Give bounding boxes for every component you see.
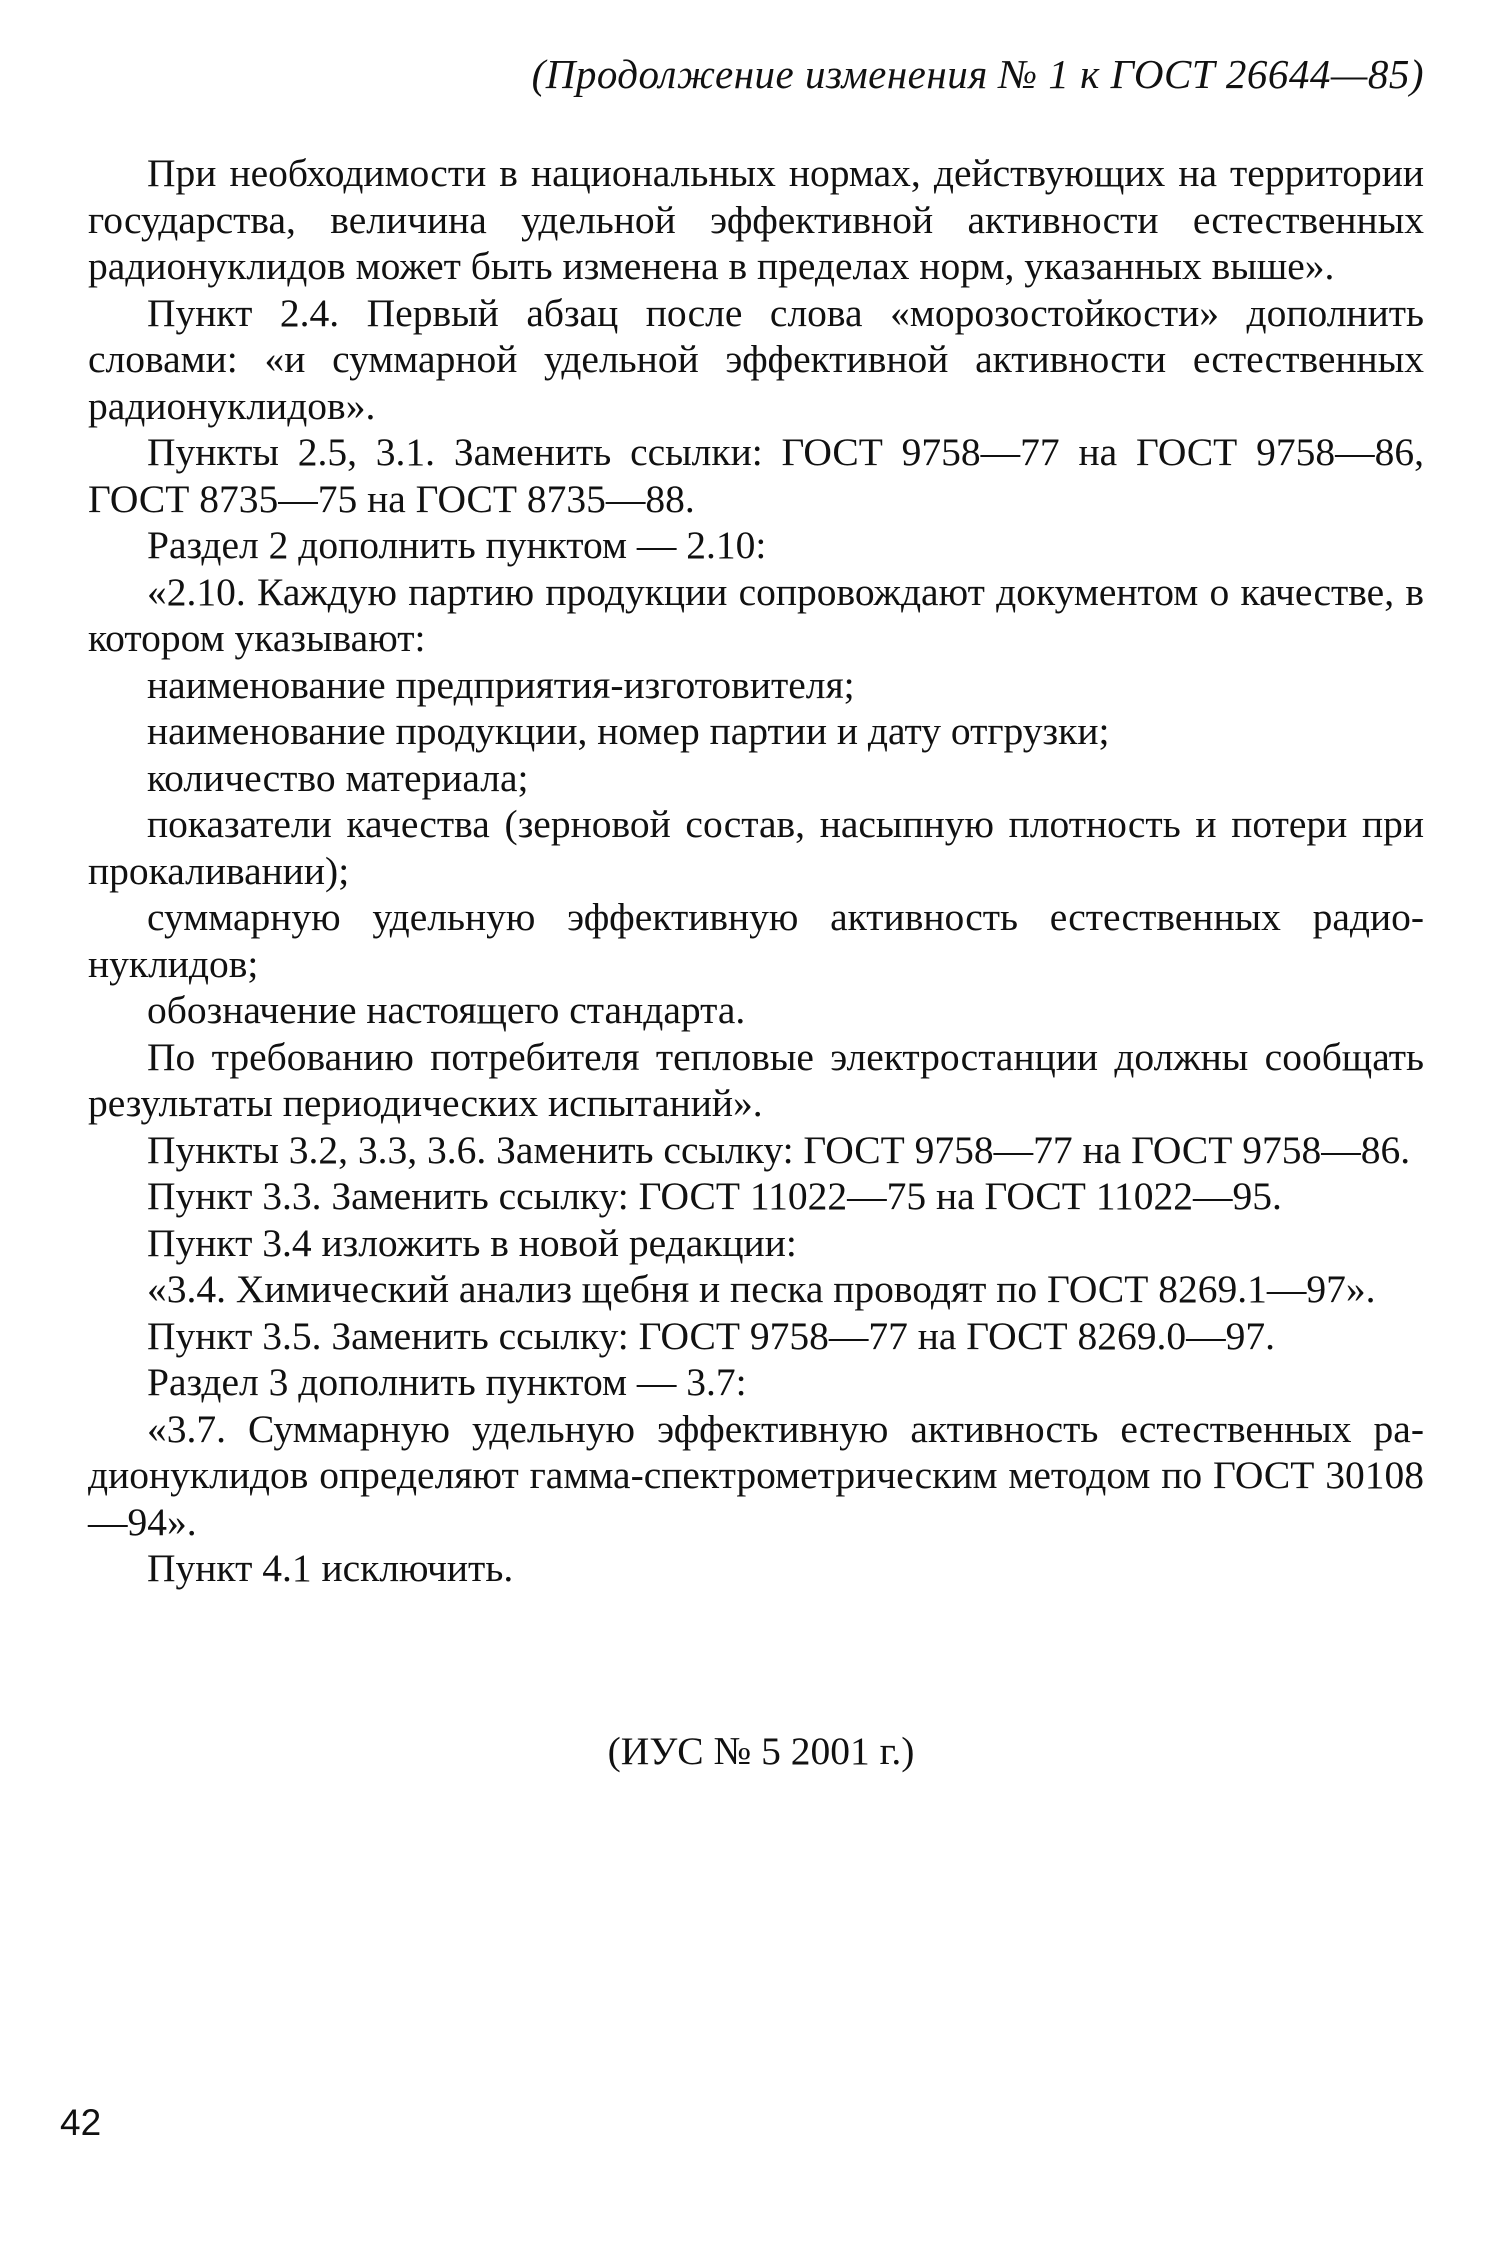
paragraph: обозначение настоящего стандарта. (147, 988, 746, 1032)
paragraph: количество материала; (147, 755, 529, 800)
publication-imprint: (ИУС № 5 2001 г.) (607, 1729, 915, 1773)
paragraph: При необходимости в национальных нормах, действующих на территории государства, величина удельной эффективной активности естественных радионуклидов может быть изменена в пределах норм, указанных выше». (88, 151, 1424, 288)
paragraph: Пункт 4.1 исключить. (147, 1546, 514, 1590)
paragraph: «2.10. Каждую партию продукции сопровождают документом о качестве, в котором указывают: (88, 569, 1424, 660)
paragraph: суммарную удельную эффективную активность естественных радионуклидов; (88, 895, 1424, 986)
paragraph: показатели качества (зерновой состав, насыпную плотность и потери при прокаливании); (88, 802, 1424, 893)
paragraph: По требованию потребителя тепловые электростанции должны сообщать результаты периодических испытаний». (88, 1034, 1424, 1125)
paragraph: наименование продукции, номер партии и дату отгрузки; (147, 709, 1110, 753)
paragraph: наименование предприятия-изготовителя; (147, 662, 855, 707)
paragraph: Пункт 2.4. Первый абзац после слова «морозостойкости» дополнить словами: «и суммарной удельной эффективной активности естественных радионуклидов». (88, 290, 1424, 428)
paragraph: Раздел 2 дополнить пунктом — 2.10: (147, 523, 767, 567)
paragraph: Пункты 2.5, 3.1. Заменить ссылки: ГОСТ 9758—77 на ГОСТ 9758—86, ГОСТ 8735—75 на ГОСТ 8735—88. (88, 430, 1424, 521)
paragraph: Пункт 3.4 изложить в новой редакции: (147, 1220, 797, 1265)
paragraph: Пункт 3.5. Заменить ссылку: ГОСТ 9758—77 на ГОСТ 8269.0—97. (147, 1313, 1275, 1358)
amendment-body (88, 150, 1424, 1592)
page-number: 42 (60, 2102, 102, 2143)
running-header: (Продолжение изменения № 1 к ГОСТ 26644—85) (531, 51, 1424, 97)
paragraph: Пункт 3.3. Заменить ссылку: ГОСТ 11022—75 на ГОСТ 11022—95. (147, 1174, 1282, 1218)
paragraph: «3.7. Суммарную удельную эффективную активность естественных радионуклидов определяют гамма-спектрометрическим методом по ГОСТ 30108—94». (88, 1406, 1424, 1544)
paragraph: «3.4. Химический анализ щебня и песка проводят по ГОСТ 8269.1—97». (147, 1267, 1376, 1311)
paragraph: Раздел 3 дополнить пунктом — 3.7: (147, 1360, 747, 1404)
paragraph: Пункты 3.2, 3.3, 3.6. Заменить ссылку: ГОСТ 9758—77 на ГОСТ 9758—86. (147, 1127, 1411, 1172)
